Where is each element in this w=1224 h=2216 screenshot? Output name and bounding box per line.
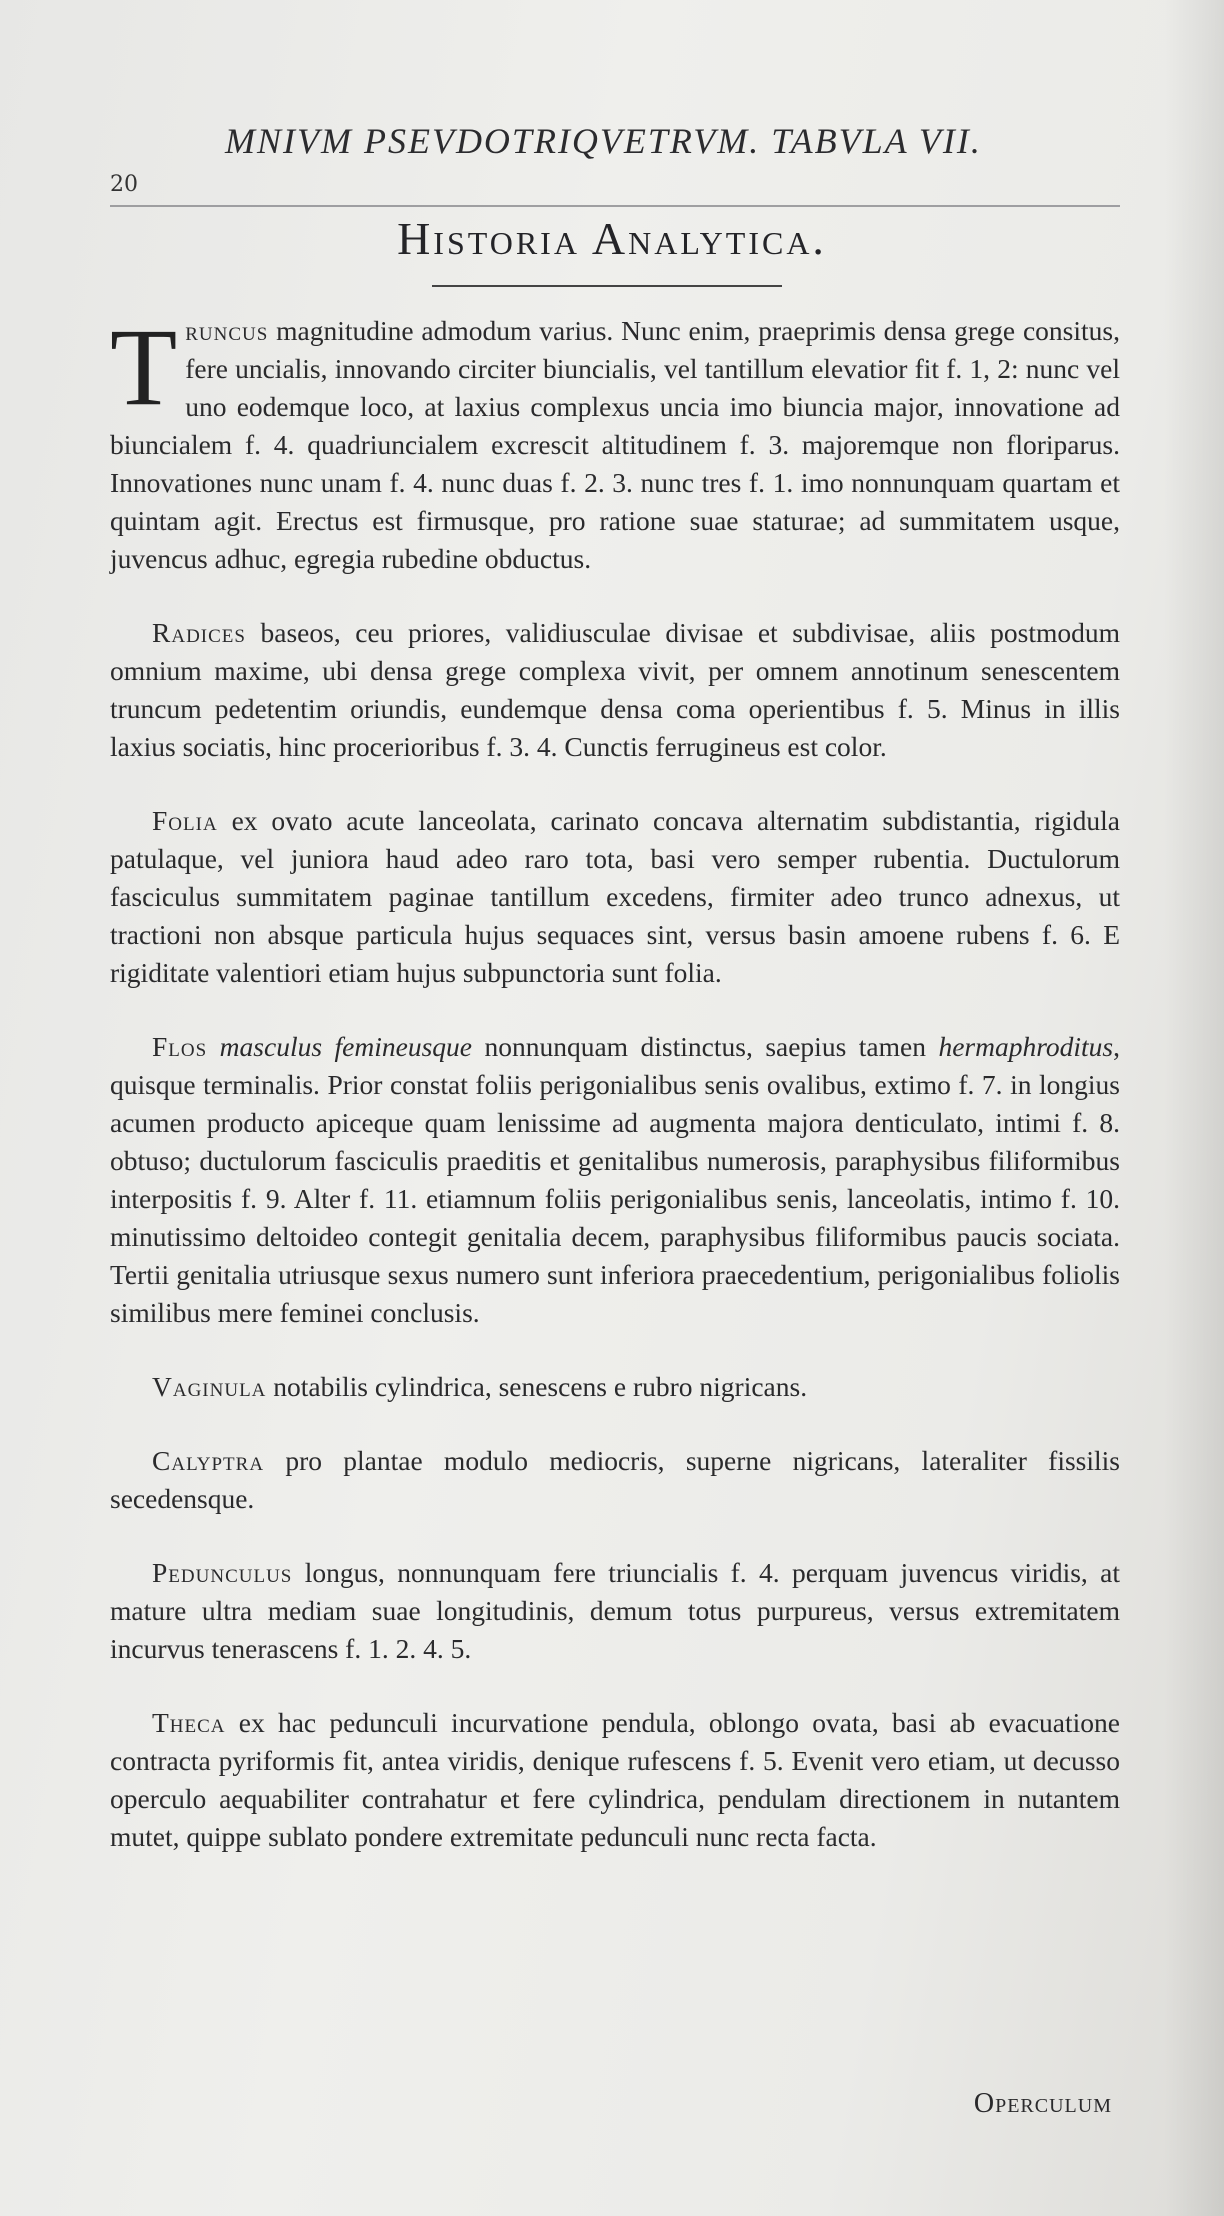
paragraph-text: , quisque terminalis. Prior constat foliis perigonialibus senis ovalibus, extimo f. 7. in longius acumen producto apiceque quam lenissime ad augmenta majora denticulato, intimi f. 8. obtuso; ductulorum fasciculis praeditis et genitalibus numerosis, paraphysibus filiformibus interpositis f. 9. Alter f. 11. etiamnum foliis perigonialibus senis, lanceolatis, intimo f. 10. minutissimo deltoideo contegit genitalia decem, paraphysibus filiformibus paucis sociata. Tertii genitalia utriusque sexus numero sunt inferiora praecedentium, perigonialibus foliolis similibus mere feminei conclusis.: [110, 1031, 1120, 1328]
paragraph-radices: [110, 614, 1120, 766]
paragraph-text: ex ovato acute lanceolata, carinato concava alternatim subdistantia, rigidula patulaque, vel juniora haud adeo raro tota, basi vero semper rubentia. Ductulorum fasciculus summitatem paginae tantillum excedens, firmiter adeo trunco adnexus, ut tractioni non absque particula hujus sequaces sint, versus basin amoene rubens f. 6. E rigiditate valentiori etiam hujus subpunctoria sunt folia.: [110, 805, 1120, 988]
header-rule: [110, 205, 1120, 207]
catchword: Operculum: [973, 2088, 1112, 2119]
paragraph-calyptra: [110, 1442, 1120, 1518]
paragraph-lead: Theca: [152, 1707, 226, 1738]
paragraph-text: magnitudine admodum varius. Nunc enim, praeprimis densa grege consitus, fere uncialis, innovando circiter biuncialis, vel tantillum elevatior fit f. 1, 2: nunc vel uno eodemque loco, at laxius complexus uncia imo biuncia major, innovatione ad biuncialem f. 4. quadriuncialem excrescit altitudinem f. 3. majoremque non floriparus. Innovationes nunc unam f. 4. nunc duas f. 2. 3. nunc tres f. 1. imo nonnunquam quartam et quintam agit. Erectus est firmusque, pro ratione suae staturae; ad summitatem usque, juvencus adhuc, egregia rubedine obductus.: [110, 315, 1120, 574]
paragraph-lead: runcus: [185, 315, 269, 346]
italic-term: hermaphroditus: [938, 1031, 1114, 1062]
drop-cap: T: [110, 306, 178, 428]
paragraph-text: ex hac pedunculi incurvatione pendula, oblongo ovata, basi ab evacuatione contracta pyriformis fit, antea viridis, denique rufescens f. 5. Evenit vero etiam, ut decusso operculo aequabiliter contrahatur et fere cylindrica, pendulam directionem in nutantem mutet, quippe sublato pondere extremitate pedunculi nunc recta facta.: [110, 1707, 1120, 1852]
paragraph-folia: [110, 802, 1120, 992]
page-edge-shadow: [1164, 0, 1224, 2216]
paragraph-lead: Pedunculus: [152, 1557, 293, 1588]
paragraph-flos: [110, 1028, 1120, 1332]
body-text: [110, 306, 1120, 1892]
paragraph-lead: Vaginula: [152, 1371, 267, 1402]
page-header: [110, 120, 1130, 197]
paragraph-lead: Folia: [152, 805, 218, 836]
italic-term: masculus femineusque: [207, 1031, 472, 1062]
paragraph-text: nonnunquam distinctus, saepius tamen: [471, 1031, 939, 1062]
paragraph-text: pro plantae modulo mediocris, superne nigricans, lateraliter fissilis secedensque.: [110, 1445, 1120, 1514]
paragraph-truncus: [110, 306, 1120, 578]
paragraph-text: longus, nonnunquam fere triuncialis f. 4. perquam juvencus viridis, at mature ultra mediam suae longitudinis, demum totus purpureus, versus extremitatem incurvus tenerascens f. 1. 2. 4. 5.: [110, 1557, 1120, 1664]
title-rule: [432, 285, 782, 287]
running-head: MNIVM PSEVDOTRIQVETRVM. TABVLA VII.: [225, 121, 982, 161]
paragraph-lead: Calyptra: [152, 1445, 265, 1476]
paragraph-text: notabilis cylindrica, senescens e rubro nigricans.: [266, 1371, 808, 1402]
paragraph-lead: Radices: [152, 617, 246, 648]
paragraph-pedunculus: [110, 1554, 1120, 1668]
paragraph-vaginula: [110, 1368, 1120, 1406]
paragraph-text: baseos, ceu priores, validiusculae divisae et subdivisae, aliis postmodum omnium maxime, ubi densa grege complexa vivit, per omnem annotinum senescentem truncum pedetentim oriundis, eundemque densa coma operientibus f. 5. Minus in illis laxius sociatis, hinc procerioribus f. 3. 4. Cunctis ferrugineus est color.: [110, 617, 1120, 762]
page-number: 20: [110, 172, 138, 197]
section-title: Historia Analytica.: [397, 213, 827, 264]
paragraph-theca: [110, 1704, 1120, 1856]
paragraph-lead: Flos: [152, 1031, 208, 1062]
